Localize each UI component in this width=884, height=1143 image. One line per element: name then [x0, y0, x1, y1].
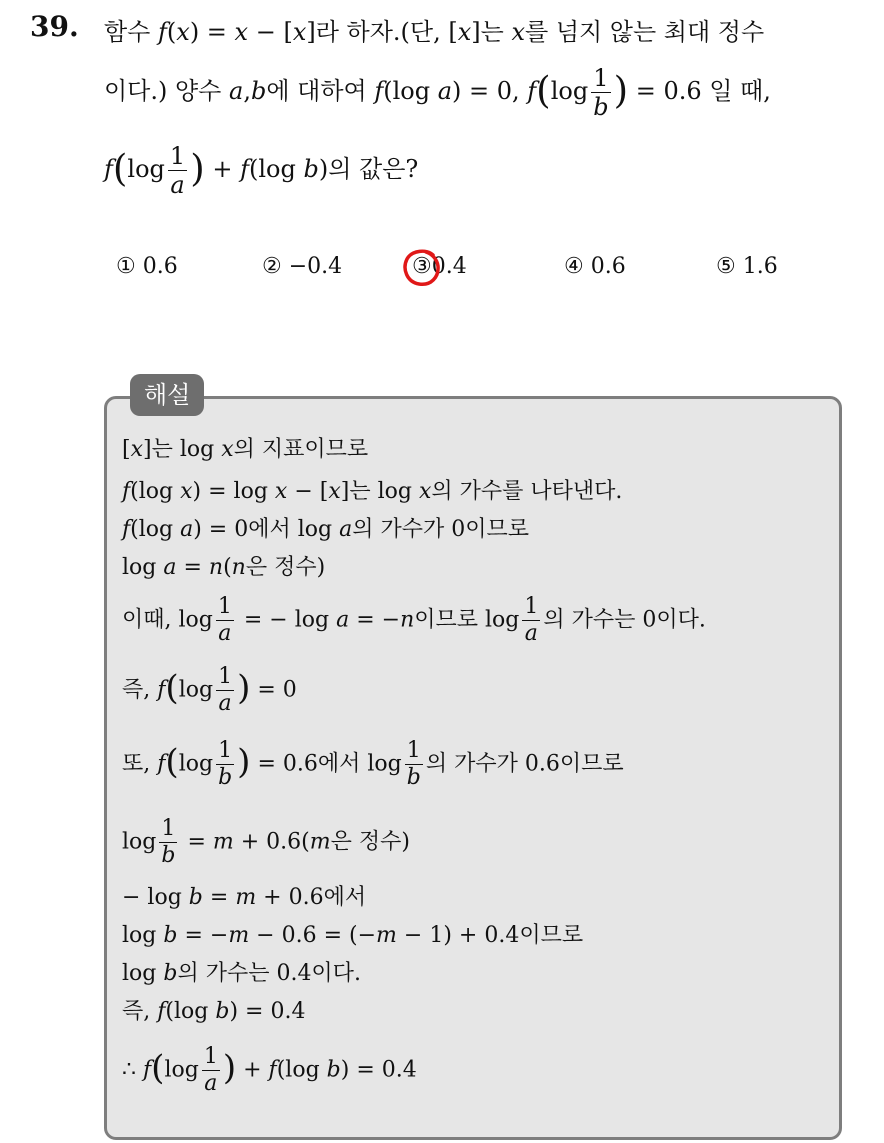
- choice-4[interactable]: ④ 0.6: [564, 254, 626, 279]
- choice-2[interactable]: ② −0.4: [262, 254, 343, 279]
- choice-1[interactable]: ① 0.6: [116, 254, 178, 279]
- fraction: $\frac{1}{a}$: [203, 1044, 218, 1096]
- fraction: $\frac{1}{b}$: [161, 816, 176, 868]
- solution-line-7: 또, f(log $\frac{1}{b}$ ) = 0.6에서 log $\frac{1}{b}$ 의 가수가 0.6이므로: [122, 738, 624, 790]
- problem: [0, 0, 884, 340]
- solution-line-11: log b의 가수는 0.4이다.: [122, 961, 361, 986]
- fraction: $\frac{1}{b}$: [406, 738, 421, 790]
- solution-line-3: f(log a) = 0에서 log a의 가수가 0이므로: [122, 517, 529, 542]
- solution-line-6: 즉, f(log $\frac{1}{a}$ ) = 0: [122, 664, 297, 716]
- solution-line-5: 이때, log $\frac{1}{a}$ = − log a = −n이므로 log $\frac{1}{a}$ 의 가수는 0이다.: [122, 594, 706, 646]
- problem-line-2: 이다.) 양수 a,b에 대하여 f(log a) = 0, f(log $\frac{1}{b}$ ) = 0.6 일 때,: [104, 64, 771, 121]
- question-number: 39.: [30, 10, 79, 43]
- fraction: $\frac{1}{a}$: [169, 142, 186, 199]
- solution-line-2: f(log x) = log x − [x]는 log x의 가수를 나타낸다.: [122, 479, 623, 504]
- fraction: $\frac{1}{a}$: [217, 594, 232, 646]
- choice-3[interactable]: ③0.4: [412, 254, 467, 279]
- fraction: $\frac{1}{b}$: [593, 64, 609, 121]
- solution-line-4: log a = n(n은 정수): [122, 555, 326, 580]
- problem-line-1: 함수 f(x) = x − [x]라 하자.(단, [x]는 x를 넘지 않는 최대 정수: [104, 18, 765, 46]
- answer-choices: [0, 254, 884, 294]
- fraction: $\frac{1}{a}$: [524, 594, 539, 646]
- solution-line-10: log b = −m − 0.6 = (−m − 1) + 0.4이므로: [122, 923, 584, 948]
- solution-line-9: − log b = m + 0.6에서: [122, 885, 367, 910]
- solution-line-8: log $\frac{1}{b}$ = m + 0.6(m은 정수): [122, 816, 410, 868]
- solution-line-1: [x]는 log x의 지표이므로: [122, 437, 369, 462]
- solution-line-12: 즉, f(log b) = 0.4: [122, 999, 306, 1024]
- solution-line-13: ∴ f(log $\frac{1}{a}$ ) + f(log b) = 0.4: [122, 1044, 417, 1096]
- choice-5[interactable]: ⑤ 1.6: [716, 254, 778, 279]
- fraction: $\frac{1}{b}$: [218, 738, 233, 790]
- solution-label: 해설: [130, 374, 204, 416]
- fraction: $\frac{1}{a}$: [218, 664, 233, 716]
- problem-line-3: f(log $\frac{1}{a}$ ) + f(log b)의 값은?: [104, 142, 419, 199]
